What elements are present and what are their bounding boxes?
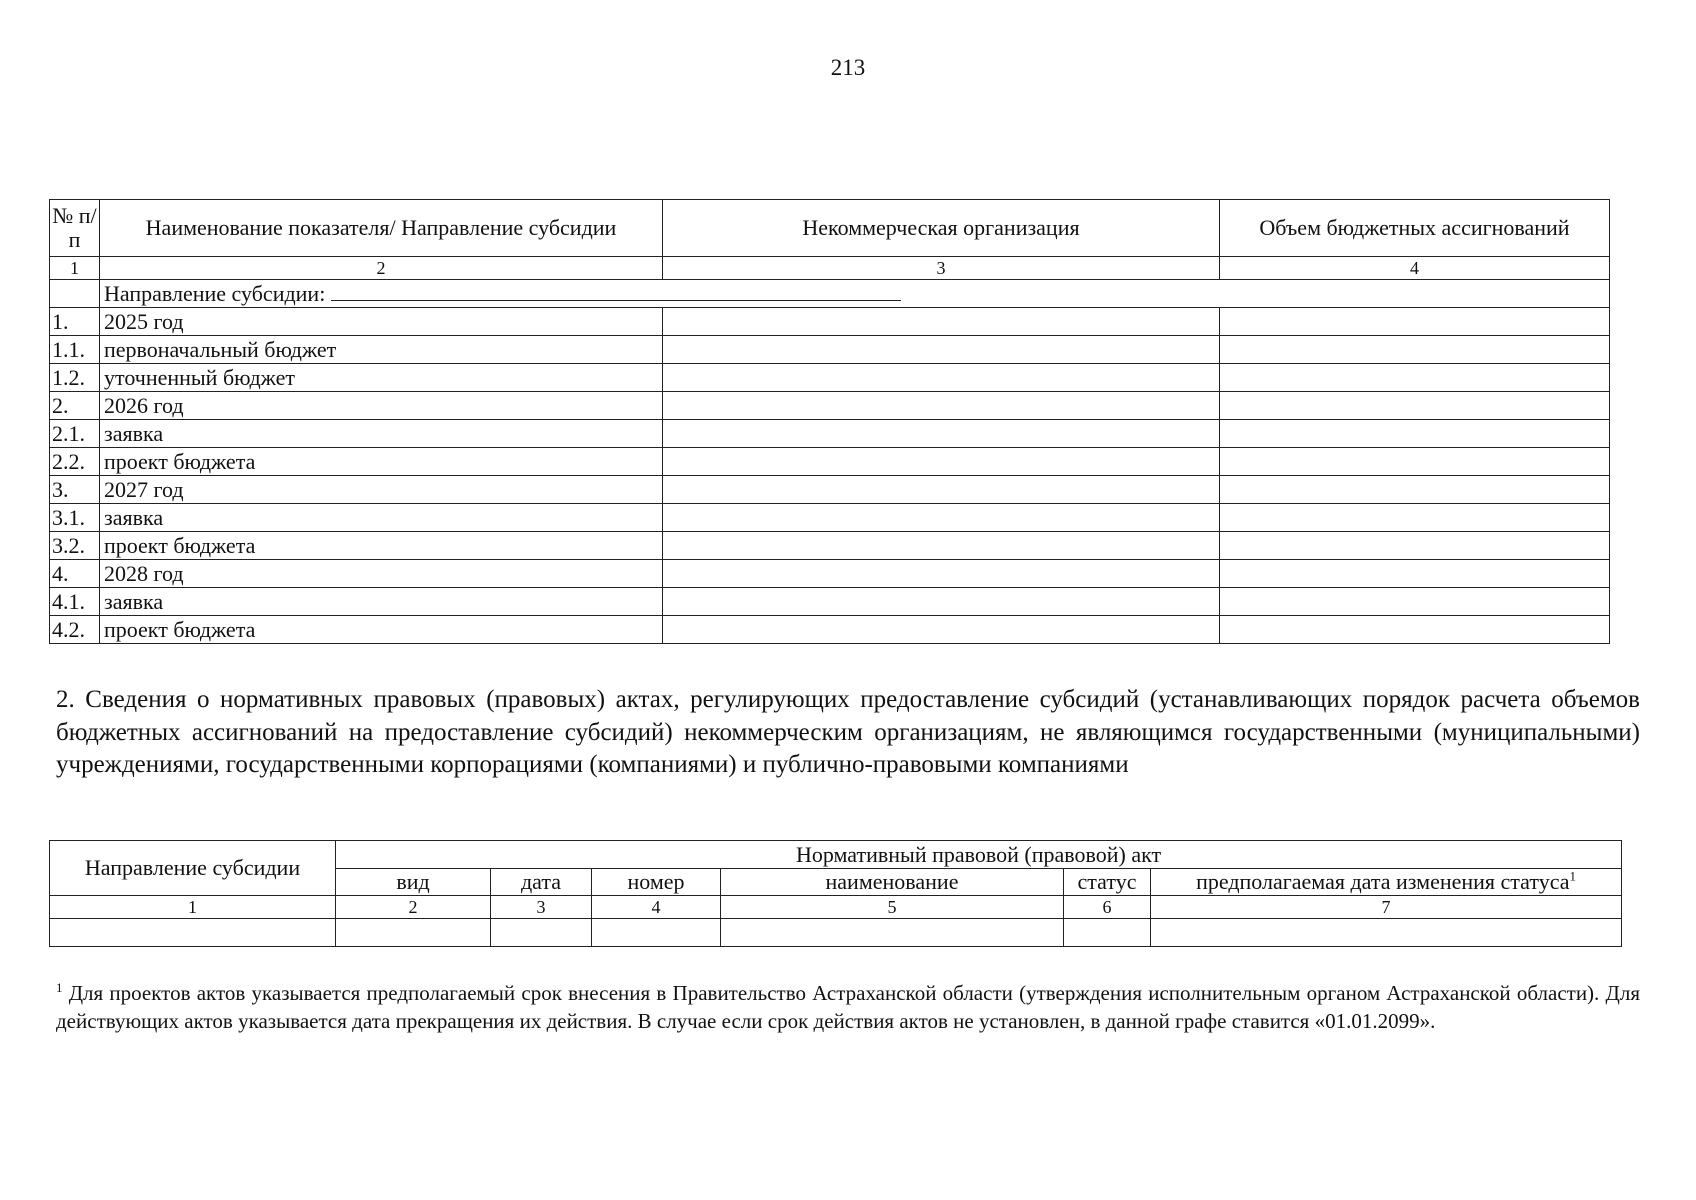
column-number: 4 xyxy=(592,896,721,919)
column-number: 1 xyxy=(50,257,100,280)
row-name: уточненный бюджет xyxy=(100,364,663,392)
row-num: 2.1. xyxy=(50,420,100,448)
table-row xyxy=(50,308,1610,336)
table-row xyxy=(50,616,1610,644)
header-act-type: вид xyxy=(336,869,491,896)
row-name: заявка xyxy=(100,420,663,448)
empty-cell xyxy=(592,919,721,947)
row-organization-cell xyxy=(663,308,1220,336)
table1-header-row xyxy=(50,200,1610,257)
row-volume-cell xyxy=(1220,476,1610,504)
row-num: 4.1. xyxy=(50,588,100,616)
status-change-date-label: предполагаемая дата изменения статуса xyxy=(1196,869,1570,894)
row-num: 3.1. xyxy=(50,504,100,532)
row-name: проект бюджета xyxy=(100,616,663,644)
table2-header-row xyxy=(50,841,1622,869)
row-name: заявка xyxy=(100,504,663,532)
subsidy-volume-table xyxy=(49,199,1610,644)
row-name: 2026 год xyxy=(100,392,663,420)
direction-cell xyxy=(100,280,1610,308)
row-organization-cell xyxy=(663,588,1220,616)
row-organization-cell xyxy=(663,504,1220,532)
empty-cell xyxy=(50,919,336,947)
column-number: 4 xyxy=(1220,257,1610,280)
table-row xyxy=(50,504,1610,532)
table-row xyxy=(50,588,1610,616)
table-row xyxy=(50,476,1610,504)
row-name: проект бюджета xyxy=(100,532,663,560)
row-name: проект бюджета xyxy=(100,448,663,476)
empty-cell xyxy=(336,919,491,947)
row-organization-cell xyxy=(663,364,1220,392)
footnote-reference: 1 xyxy=(1569,868,1576,884)
header-organization: Некоммерческая организация xyxy=(663,200,1220,257)
direction-blank-line xyxy=(331,282,901,301)
column-number: 6 xyxy=(1064,896,1151,919)
footnote xyxy=(56,980,1640,1035)
row-organization-cell xyxy=(663,448,1220,476)
table-row xyxy=(50,560,1610,588)
row-name: 2028 год xyxy=(100,560,663,588)
column-number: 2 xyxy=(100,257,663,280)
row-organization-cell xyxy=(663,616,1220,644)
column-number: 5 xyxy=(721,896,1064,919)
table-row xyxy=(50,532,1610,560)
column-number: 3 xyxy=(491,896,592,919)
row-volume-cell xyxy=(1220,560,1610,588)
row-volume-cell xyxy=(1220,504,1610,532)
row-volume-cell xyxy=(1220,420,1610,448)
column-number: 7 xyxy=(1151,896,1622,919)
header-act-status: статус xyxy=(1064,869,1151,896)
empty-cell xyxy=(1151,919,1622,947)
row-organization-cell xyxy=(663,560,1220,588)
row-num: 3.2. xyxy=(50,532,100,560)
direction-label: Направление субсидии: xyxy=(104,280,326,306)
column-number: 3 xyxy=(663,257,1220,280)
header-status-change-date xyxy=(1151,869,1622,896)
direction-num-cell xyxy=(50,280,100,308)
table-row xyxy=(50,364,1610,392)
header-act-name: наименование xyxy=(721,869,1064,896)
row-organization-cell xyxy=(663,532,1220,560)
row-volume-cell xyxy=(1220,532,1610,560)
row-num: 1. xyxy=(50,308,100,336)
row-volume-cell xyxy=(1220,364,1610,392)
table1-column-numbers-row xyxy=(50,257,1610,280)
table-row xyxy=(50,448,1610,476)
row-volume-cell xyxy=(1220,392,1610,420)
row-num: 4.2. xyxy=(50,616,100,644)
header-indicator-name: Наименование показателя/ Направление субсидии xyxy=(100,200,663,257)
header-legal-act: Нормативный правовой (правовой) акт xyxy=(336,841,1622,869)
row-num: 1.1. xyxy=(50,336,100,364)
row-name: первоначальный бюджет xyxy=(100,336,663,364)
row-organization-cell xyxy=(663,476,1220,504)
row-num: 2. xyxy=(50,392,100,420)
row-num: 3. xyxy=(50,476,100,504)
header-num: № п/п xyxy=(50,200,100,257)
empty-cell xyxy=(491,919,592,947)
row-volume-cell xyxy=(1220,588,1610,616)
row-name: 2025 год xyxy=(100,308,663,336)
header-subsidy-direction: Направление субсидии xyxy=(50,841,336,896)
row-num: 1.2. xyxy=(50,364,100,392)
row-name: 2027 год xyxy=(100,476,663,504)
column-number: 2 xyxy=(336,896,491,919)
row-volume-cell xyxy=(1220,616,1610,644)
table2-column-numbers-row xyxy=(50,896,1622,919)
footnote-mark: 1 xyxy=(56,980,63,995)
direction-row xyxy=(50,280,1610,308)
row-name: заявка xyxy=(100,588,663,616)
table-row xyxy=(50,392,1610,420)
row-organization-cell xyxy=(663,392,1220,420)
row-volume-cell xyxy=(1220,308,1610,336)
header-act-number: номер xyxy=(592,869,721,896)
header-act-date: дата xyxy=(491,869,592,896)
table-row xyxy=(50,336,1610,364)
table-row xyxy=(50,919,1622,947)
row-organization-cell xyxy=(663,420,1220,448)
section-2-heading: 2. Сведения о нормативных правовых (правовых) актах, регулирующих предоставление субсидий (устанавливающих порядок расчета объемов бюджетных ассигнований на предоставление субсидий) некоммерческим организациям, не являющимся государственными (муниципальными) учреждениями, государственными корпорациями (компаниями) и публично-правовыми компаниями xyxy=(56,686,1640,778)
page-number: 213 xyxy=(830,55,866,80)
table-row xyxy=(50,420,1610,448)
row-num: 2.2. xyxy=(50,448,100,476)
row-num: 4. xyxy=(50,560,100,588)
column-number: 1 xyxy=(50,896,336,919)
footnote-text: Для проектов актов указывается предполагаемый срок внесения в Правительство Астраханской области (утверждения исполнительным органом Астраханской области). Для действующих актов указывается дата прекращения их действия. В случае если срок действия актов не установлен, в данной графе ставится «01.01.2099». xyxy=(56,981,1640,1033)
row-volume-cell xyxy=(1220,448,1610,476)
header-budget-volume: Объем бюджетных ассигнований xyxy=(1220,200,1610,257)
empty-cell xyxy=(1064,919,1151,947)
row-volume-cell xyxy=(1220,336,1610,364)
empty-cell xyxy=(721,919,1064,947)
legal-acts-table xyxy=(49,840,1622,947)
row-organization-cell xyxy=(663,336,1220,364)
